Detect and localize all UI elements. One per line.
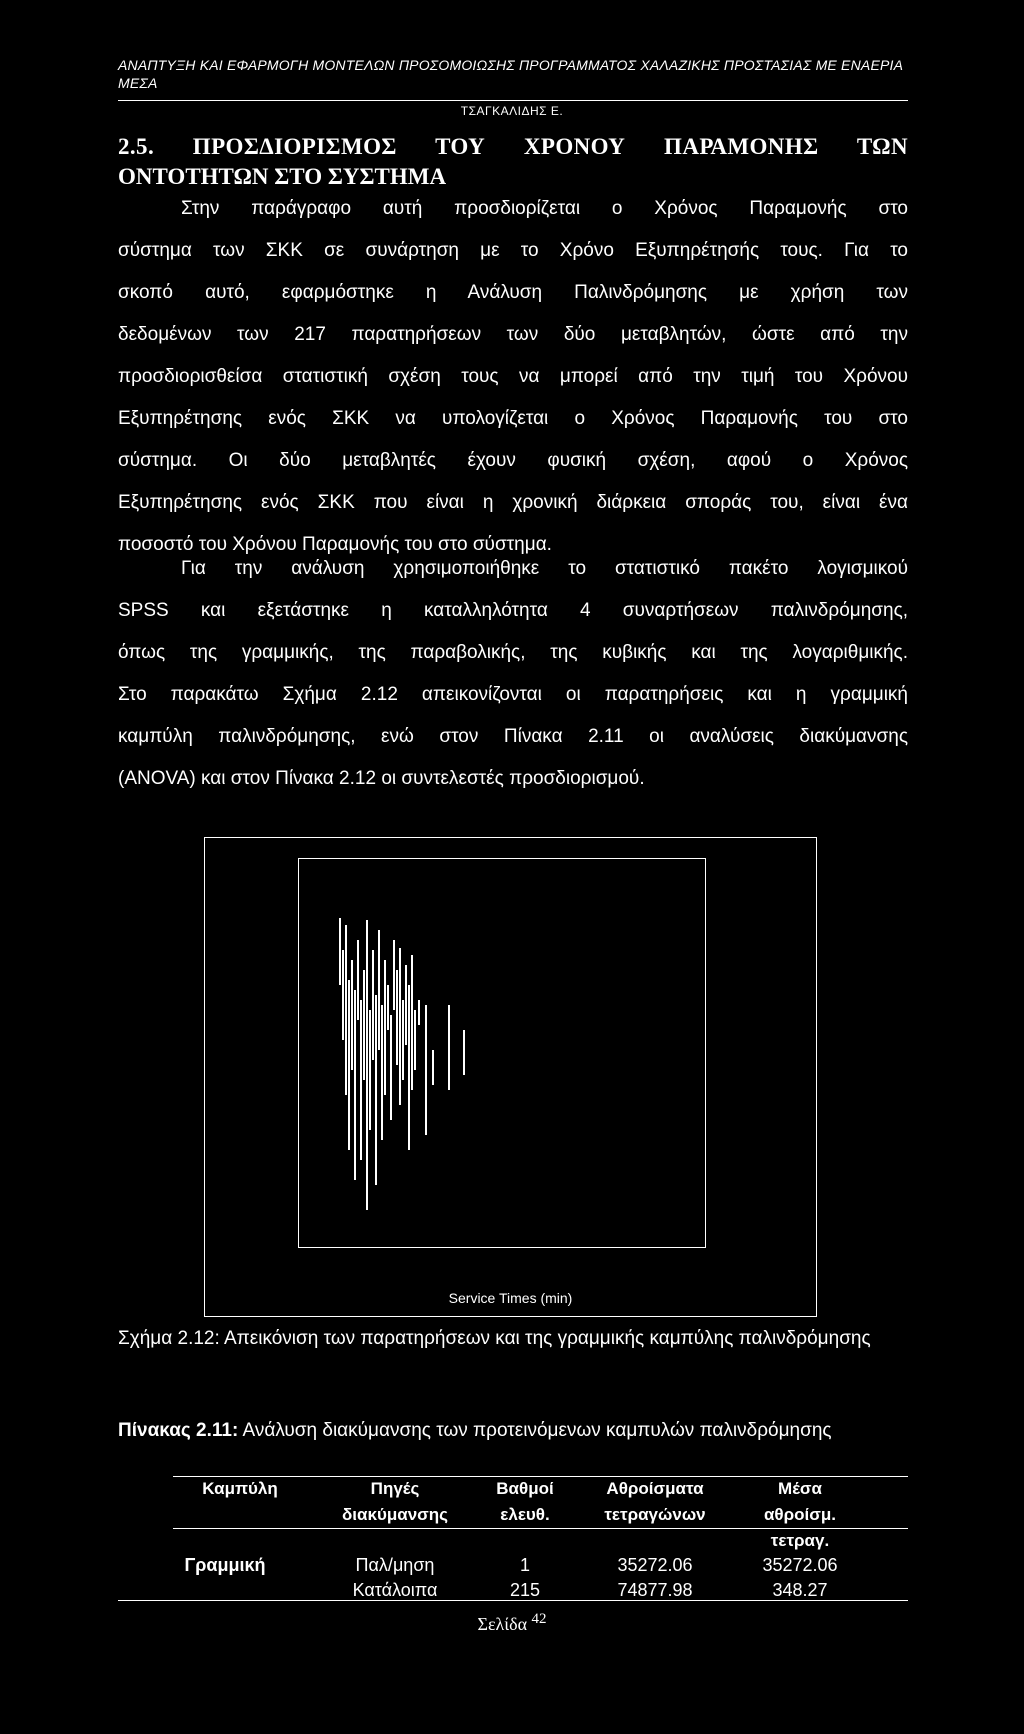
paragraph-line: Για την ανάλυση χρησιμοποιήθηκε το στατιστικό πακέτο λογισμικού <box>181 558 908 579</box>
paragraph-line: SPSS και εξετάστηκε η καταλληλότητα 4 συναρτήσεων παλινδρόμησης, <box>118 600 908 621</box>
paragraph-line: Εξυπηρέτησης ενός ΣΚΚ να υπολογίζεται ο Χρόνος Παραμονής του στο <box>118 408 908 429</box>
table-header-df: Βαθμοί ελευθ. <box>496 1479 554 1524</box>
table-header-source: Πηγές διακύμανσης <box>341 1479 449 1524</box>
paragraph-line: δεδομένων των 217 παρατηρήσεων των δύο μεταβλητών, ώστε από την <box>118 324 908 345</box>
section-title-line2: ΟΝΤΟΤΗΤΩΝ ΣΤΟ ΣΥΣΤΗΜΑ <box>118 164 447 189</box>
table-caption-text: Ανάλυση διακύμανσης των προτεινόμενων καμπυλών παλινδρόμησης <box>242 1420 832 1441</box>
running-header: ΑΝΑΠΤΥΞΗ ΚΑΙ ΕΦΑΡΜΟΓΗ ΜΟΝΤΕΛΩΝ ΠΡΟΣΟΜΟΙΩΣΗΣ ΠΡΟΓΡΑΜΜΑΤΟΣ ΧΑΛΑΖΙΚΗΣ ΠΡΟΣΤΑΣΙΑΣ ΜΕ ΕΝΑΕΡΙΑ ΜΕΣΑ <box>118 57 903 91</box>
table-cell: 35272.06 <box>762 1555 838 1575</box>
table-cell: 1 <box>519 1555 530 1575</box>
table-cell: Κατάλοιπα <box>352 1580 438 1600</box>
page-label: Σελίδα <box>477 1614 528 1634</box>
paragraph-line: Εξυπηρέτησης ενός ΣΚΚ που είναι η χρονική διάρκεια σποράς του, είναι ένα <box>118 492 908 513</box>
table-cell: 35272.06 <box>617 1555 693 1575</box>
paragraph-line: σύστημα των ΣΚΚ σε συνάρτηση με το Χρόνο Εξυπηρέτησής τους. Για το <box>118 240 908 261</box>
page-footer <box>0 1611 1024 1635</box>
table-cell: Παλ/μηση <box>355 1555 435 1575</box>
paragraph-line: σκοπό αυτό, εφαρμόστηκε η Ανάλυση Παλινδρόμησης με χρήση των <box>118 282 908 303</box>
table-header-sum-squares: Αθροίσματα τετραγώνων <box>604 1479 706 1524</box>
table-caption-label: Πίνακας 2.11: <box>118 1420 239 1441</box>
table-header-mean-squares: Μέσα αθροίσμ. τετραγ. <box>763 1479 837 1550</box>
footer-rule <box>118 1600 908 1601</box>
paragraph-line: ποσοστό του Χρόνου Παραμονής του στο σύστημα. <box>118 534 552 555</box>
table-header-curve: Καμπύλη <box>202 1479 278 1498</box>
section-title-line1: 2.5. ΠΡΟΣΔΙΟΡΙΣΜΟΣ ΤΟΥ ΧΡΟΝΟΥ ΠΑΡΑΜΟΝΗΣ ΤΩΝ <box>118 134 908 159</box>
paragraph-line: σύστημα. Οι δύο μεταβλητές έχουν φυσική σχέση, αφού ο Χρόνος <box>118 450 908 471</box>
header-author: ΤΣΑΓΚΑΛΙΔΗΣ Ε. <box>460 104 564 118</box>
table-cell: 348.27 <box>772 1580 828 1600</box>
paragraph-line: Στην παράγραφο αυτή προσδιορίζεται ο Χρόνος Παραμονής στο <box>181 198 908 219</box>
paragraph-line: Στο παρακάτω Σχήμα 2.12 απεικονίζονται οι παρατηρήσεις και η γραμμική <box>118 684 908 705</box>
paragraph-line: (ANOVA) και στον Πίνακα 2.12 οι συντελεστές προσδιορισμού. <box>118 768 645 789</box>
table-cell: 215 <box>509 1580 541 1600</box>
table-cell: Γραμμική <box>184 1555 266 1575</box>
paragraph-line: καμπύλη παλινδρόμησης, ενώ στον Πίνακα 2.11 οι αναλύσεις διακύμανσης <box>118 726 908 747</box>
figure-caption: Σχήμα 2.12: Απεικόνιση των παρατηρήσεων και της γραμμικής καμπύλης παλινδρόμησης <box>118 1328 871 1349</box>
table-caption <box>118 1414 908 1448</box>
table-cell: 74877.98 <box>617 1580 693 1600</box>
paragraph-line: όπως της γραμμικής, της παραβολικής, της κυβικής και της λογαριθμικής. <box>118 642 908 663</box>
x-axis-label: Service Times (min) <box>448 1290 573 1306</box>
table-header-rule <box>173 1528 908 1529</box>
page-number: 42 <box>531 1611 547 1627</box>
paragraph-line: προσδιορισθείσα στατιστική σχέση τους να μπορεί από την τιμή του Χρόνου <box>118 366 908 387</box>
